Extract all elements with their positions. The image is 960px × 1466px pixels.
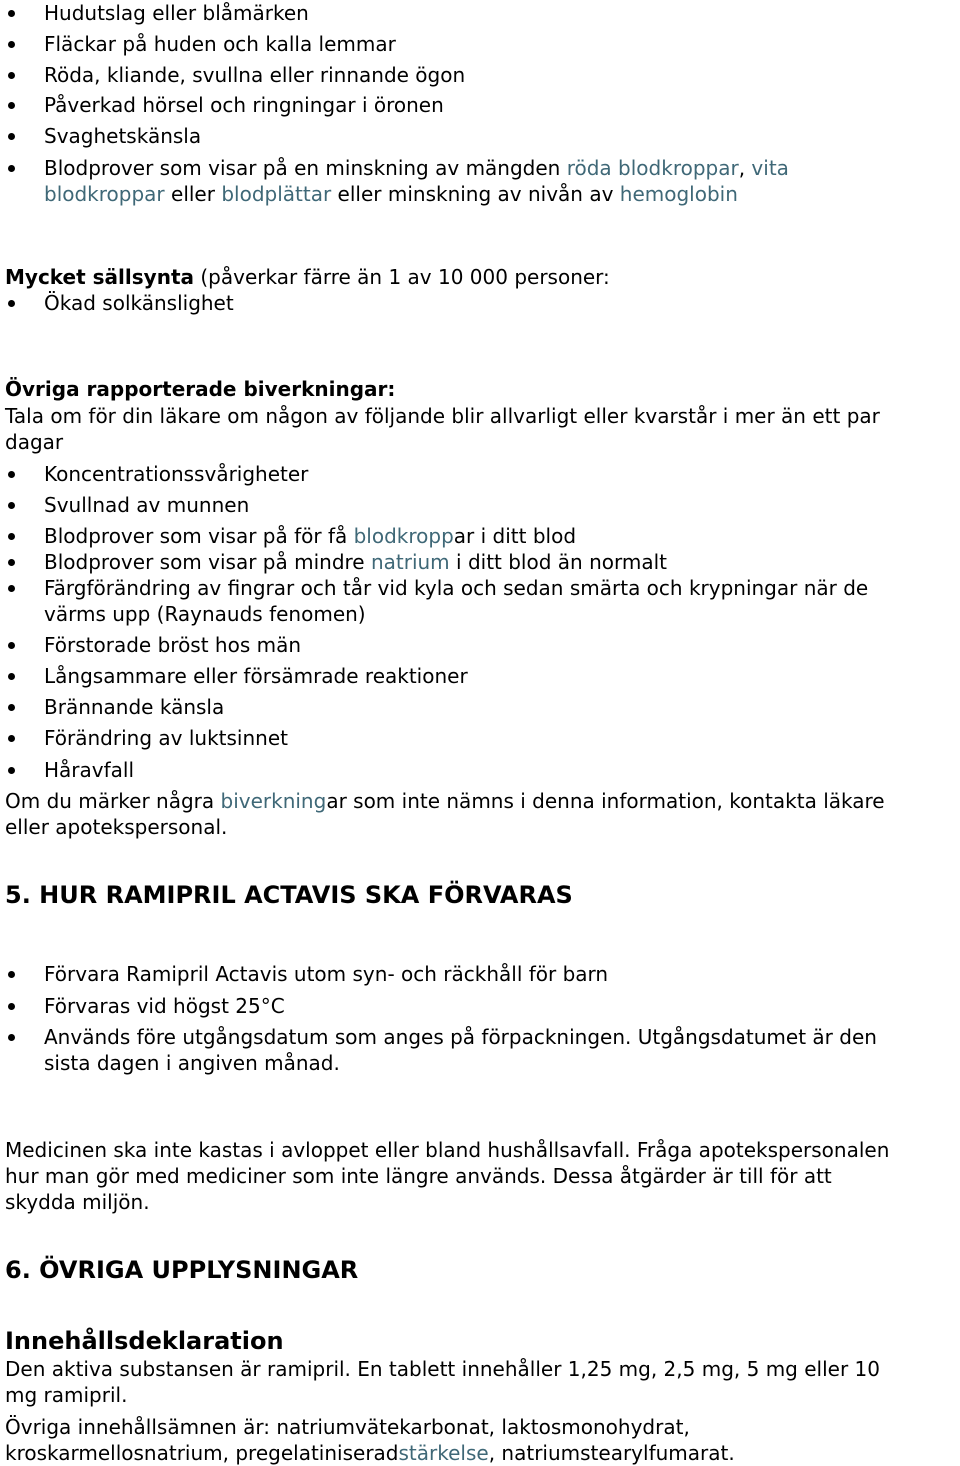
list-item [0, 663, 960, 689]
list-item-text: Används före utgångsdatum som anges på förpackningen. Utgångsdatumet är den [44, 1025, 877, 1049]
list-item-text: Påverkad hörsel och ringningar i öronen [44, 93, 444, 117]
excipients-cont: kroskarmellosnatrium, pregelatiniseradstärkelse, natriumstearylfumarat. [5, 1441, 735, 1465]
list-item [0, 632, 960, 658]
report-note: Om du märker några biverkningar som inte nämns i denna information, kontakta läkare [5, 789, 885, 813]
list-item: Blodprover som visar på mindre natrium i ditt blod än normalt [0, 549, 960, 575]
list-item [0, 961, 960, 987]
list-item-text: Ökad solkänslighet [44, 291, 234, 315]
other-effects-intro-cont: dagar [5, 430, 64, 454]
bullet [8, 165, 15, 172]
list-item-blood-counts: Blodprover som visar på en minskning av mängden röda blodkroppar, vita blodkroppar eller blodplättar eller minskning av nivån av hemoglobin [0, 155, 960, 207]
excipients: Övriga innehållsämnen är: natriumvätekarbonat, laktosmonohydrat, [5, 1415, 690, 1439]
section-5-title: 5. HUR RAMIPRIL ACTAVIS SKA FÖRVARAS [5, 881, 573, 909]
active-substance-cont: mg ramipril. [5, 1383, 128, 1407]
very-rare-heading: Mycket sällsynta (påverkar färre än 1 av 10 000 personer: [5, 265, 610, 289]
link-blood-cells[interactable]: blodkropp [353, 524, 454, 548]
other-effects-intro: Tala om för din läkare om någon av följande blir allvarligt eller kvarstår i mer än ett par [5, 404, 880, 428]
bullet [8, 735, 15, 742]
bullet [8, 971, 15, 978]
list-item: Blodprover som visar på för få blodkroppar i ditt blod [0, 523, 960, 549]
list-item [0, 492, 960, 518]
list-item [0, 123, 960, 149]
bullet [8, 559, 15, 566]
bullet [8, 704, 15, 711]
list-item-text: Koncentrationssvårigheter [44, 462, 309, 486]
list-item [0, 757, 960, 783]
list-item-text: Svullnad av munnen [44, 493, 250, 517]
disposal-text: Medicinen ska inte kastas i avloppet eller bland hushållsavfall. Fråga apotekspersonalen [5, 1138, 890, 1162]
list-item-text: Brännande känsla [44, 695, 225, 719]
link-red-blood-cells[interactable]: röda blodkroppar [566, 156, 739, 180]
link-sodium[interactable]: natrium [370, 550, 450, 574]
list-item [0, 31, 960, 57]
bullet [8, 1003, 15, 1010]
list-item-text-cont: sista dagen i angiven månad. [44, 1051, 340, 1075]
link-white-blood-cells[interactable]: vita [751, 156, 789, 180]
bullet [8, 72, 15, 79]
bullet [8, 10, 15, 17]
contents-heading: Innehållsdeklaration [5, 1327, 284, 1355]
list-item-text: Röda, kliande, svullna eller rinnande ögon [44, 63, 466, 87]
list-item [0, 461, 960, 487]
bullet [8, 642, 15, 649]
list-item [0, 290, 960, 316]
bullet [8, 133, 15, 140]
list-item [0, 993, 960, 1019]
bullet [8, 533, 15, 540]
bullet [8, 1034, 15, 1041]
bullet [8, 585, 15, 592]
link-side-effects[interactable]: biverkning [220, 789, 327, 813]
list-item-text-cont: värms upp (Raynauds fenomen) [44, 602, 366, 626]
list-item-text: Förvara Ramipril Actavis utom syn- och räckhåll för barn [44, 962, 609, 986]
disposal-text-3: skydda miljön. [5, 1190, 150, 1214]
list-item-text: Fläckar på huden och kalla lemmar [44, 32, 396, 56]
link-platelets[interactable]: blodplättar [221, 182, 332, 206]
list-item-text: Långsammare eller försämrade reaktioner [44, 664, 468, 688]
list-item [0, 725, 960, 751]
bullet [8, 767, 15, 774]
bullet [8, 502, 15, 509]
list-item [0, 92, 960, 118]
link-hemoglobin[interactable]: hemoglobin [619, 182, 738, 206]
list-item-text: Håravfall [44, 758, 135, 782]
bullet [8, 300, 15, 307]
list-item-text: Svaghetskänsla [44, 124, 202, 148]
list-item-text: Hudutslag eller blåmärken [44, 1, 309, 25]
bullet [8, 102, 15, 109]
list-item [0, 694, 960, 720]
list-item [0, 62, 960, 88]
report-note-cont: eller apotekspersonal. [5, 815, 228, 839]
bullet [8, 41, 15, 48]
list-item-text: Förvaras vid högst 25°C [44, 994, 285, 1018]
disposal-text-2: hur man gör med mediciner som inte längre används. Dessa åtgärder är till för att [5, 1164, 832, 1188]
list-item [0, 575, 960, 627]
list-item [0, 1024, 960, 1076]
active-substance: Den aktiva substansen är ramipril. En tablett innehåller 1,25 mg, 2,5 mg, 5 mg eller 10 [5, 1357, 880, 1381]
list-item [0, 0, 960, 26]
link-starch[interactable]: stärkelse [398, 1441, 489, 1465]
link-white-blood-cells-cont[interactable]: blodkroppar [44, 182, 165, 206]
bullet [8, 673, 15, 680]
list-item-text: Färgförändring av fingrar och tår vid kyla och sedan smärta och krypningar när de [44, 576, 869, 600]
list-item-text: Förändring av luktsinnet [44, 726, 288, 750]
bullet [8, 471, 15, 478]
section-6-title: 6. ÖVRIGA UPPLYSNINGAR [5, 1256, 359, 1284]
list-item-text: Förstorade bröst hos män [44, 633, 302, 657]
other-effects-heading: Övriga rapporterade biverkningar: [5, 377, 396, 401]
